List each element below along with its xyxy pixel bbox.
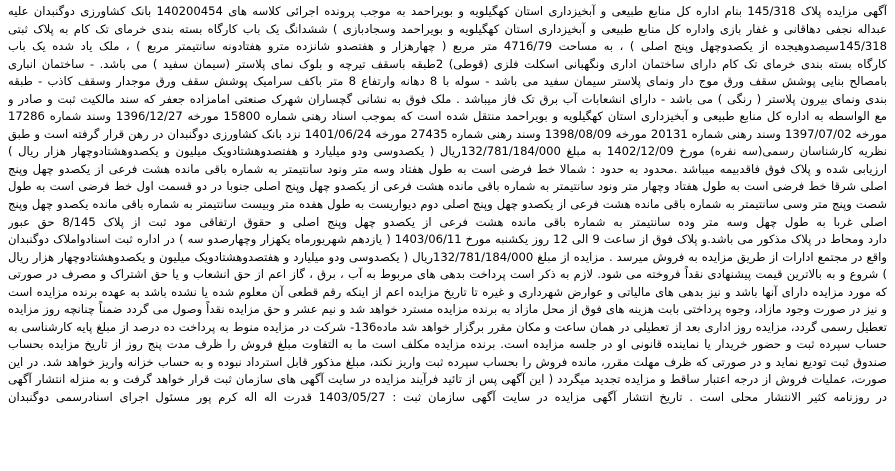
notice-text-line: دارد ومحاط در پلاک مذکور می باشد.و پلاک فوق از ساعت 9 الی 12 روز یکشنبه مورخ 1403/06/11 ( یازدهم شهریورماه یکهزار وچهارصدو سه ) در اداره ثبت اسنادواملاک دوگنبدان — [8, 232, 887, 247]
notice-text-line — [8, 407, 887, 425]
notice-text-line: بندی ونمای بیرون پلاستر ( رنگی ) می باشد - دارای انشعابات آب برق تک فاز میباشد . ملک فوق به نشانی گچساران شهرک صنعتی امامزاده جعفر که سند مالکیت ثبت و صادر و — [8, 91, 887, 106]
notice-text-line: 145/318سیصدوهیجده از یکصدوچهل وپنج اصلی ) ، به مساحت 4716/79 متر مربع ( چهارهزار و هفتصدو شانزده مترو هفتادونه سانتیمتر مربع ) ، ملک یاد شده یک باب — [8, 39, 887, 54]
notice-text-line: که مورد مزایده دارای آنها باشد و نیز بدهی های مالیاتی و عوارض شهرداری و غیره تا تاریخ مزایده اعم از اینکه رقم قطعی آن معلوم شده یا نشده باشد به عهده برنده مزایده است — [8, 284, 887, 299]
notice-text-line: کارگاه بسته بندی خرمای تک کام دارای ساختمان اداری ونگهبانی اسکلت فلزی (قوطی) 2طبقه باسقف تیرچه و بلوک نمای پلاستر (سیمان سفید ) می باشد. - ساختمان انباری — [8, 56, 887, 71]
notice-text-line: حساب سپرده ثبت و حضور خریدار یا نماینده قانونی او در جلسه مزایده است. برنده مزایده مکلف است ما به التفاوت مبلغ فروش را ظرف مدت پنج روز از تاریخ مزایده بحساب — [8, 337, 887, 352]
notice-text-line: صورت، عملیات فروش از درجه اعتبار ساقط و مزایده تجدید میگردد ( این آگهی پس از تائید فرآیند مزایده در سایت آگهی های سازمان ثبت قرار خواهد گرفت و به منزله انتشار آگهی — [8, 372, 887, 387]
notice-text-line: اصلی غربا به طول چهل وسه متر وده سانتیمتر به شماره باقی مانده هشت فرعی از یکصدو چهل وپنج اصلی و حقوق ارتفاقی مود ثبت از پلاک 8/145 حق عبور — [8, 214, 887, 229]
notice-text-line: در روزنامه کثیر الانتشار محلی است . تاریخ انتشار آگهی مزایده در سایت آگهی سازمان ثبت : 1403/05/27 قدرت اله اله کرم پور مسئول اجرای اسنادرسمی دوگنبدان — [8, 390, 887, 405]
notice-text-line: ) شروع و به بالاترین قیمت پیشنهادی نقداً فروخته می شود. لازم به ذکر است پرداخت بدهی های مربوط به آب ، برق ، گاز اعم از حق انشعاب و یا حق اشتراک و مصرف در صورتی — [8, 267, 887, 282]
notice-text-line: اصلی شرقا خط فرضی است به طول هفتاد وچهار متر ونود سانتیمتر به شماره باقی مانده هشت فرعی از یکصدو چهل وپنج اصلی جنوبا در دو قسمت اول خط فرضی است به طول — [8, 179, 887, 194]
notice-text-line: شصت وپنج متر وسی سانتیمتر به شماره باقی مانده هشت فرعی از یکصدو چهل وپنج اصلی دوم دیواریست به طول هفده متر وبیست سانتیمتر به شماره باقی مانده یکصدو چهل وپنج — [8, 197, 887, 212]
notice-text-line: آگهی مزایده پلاک 145/318 بنام اداره کل منابع طبیعی و آبخیزداری استان کهگیلویه و بویراحمد به موجب پرونده اجرائی کلاسه های 140200454 بانک کشاورزی دوگنبدان علیه — [8, 4, 887, 18]
notice-text-line: صندوق ثبت تودیع نماید و در صورتی که ظرف مهلت مقرر، مانده فروش را بحساب سپرده ثبت واریز نکند، مبلغ مذکور قابل استرداد نبوده و به حساب خزانه واریز خواهد شد. در این — [8, 354, 887, 369]
notice-text-line: نظریه کارشناسان رسمی(سه نفره) مورخ 1402/12/09 به مبلغ 132/781/184/000ریال ( یکصدوسی ودو میلیارد و هفتصدوهشتادویک میلیون و یکصدوهشتادوچهار هزار ریال ) — [8, 144, 887, 159]
notice-text-line: مورخه 1397/07/02 وسند رهنی شماره 20131 مورخه 1398/08/09 وسند رهنی شماره 27435 مورخه 1401/06/24 نزد بانک کشاورزی دوگنبدان در رهن قرار گرفته است و طبق — [8, 126, 887, 141]
notice-text-line: ارزیابی شده و پلاک فوق فاقدبیمه میباشد .محدود به حدود : شمالا خط فرضی است به طول هفتاد وسه متر ونود سانتیمتر به شماره باقی مانده هشت فرعی از یکصدو چهل وپنج — [8, 161, 887, 176]
notice-text-line: عبداله نجفی دهاقانی و غفار بازی واداره کل منابع طبیعی و آبخیزداری استان کهگیلویه و بویراحمد وسجادبازی ) ششدانگ یک باب کارگاه بسته بندی خرمای تک کام به پلاک ثبتی — [8, 21, 887, 36]
notice-text-line: واقع در مجتمع ادارات از طریق مزایده به فروش میرسد . مزایده از مبلغ 132/781/184/000ریال ( یکصدوسی ودو میلیارد و هفتصدوهشتادویک میلیون و یکصدوهشتادوچهار هزار ریال — [8, 249, 887, 264]
notice-text-line: تعطیل رسمی گردد، مزایده روز اداری بعد از تعطیلی در همان ساعت و مکان مقرر برگزار خواهد شد ماده136- شرکت در مزایده منوط به پرداخت ده درصد از مبلغ پایه کارشناسی به — [8, 319, 887, 334]
notice-text-line: و نیز در صورت وجود مازاد، وجوه پرداختی بابت هزینه های فوق از محل مازاد به برنده مزایده مسترد خواهد شد و نیم عشر و حق مزایده نقداً وصول می گردد ضمناً چنانچه روز مزایده — [8, 302, 887, 317]
notice-text-line: بامصالح بنایی پوشش سقف ورق موج دار ونمای پلاستر سیمان سفید می باشد - سوله با 8 دهانه وارتفاع 8 متر باکف سرامیک پوشش سقف ورق موجدار وسقف کاذب - طبقه — [8, 74, 887, 89]
notice-text-line: مع الواسطه به اداره کل منابع طبیعی و آبخیزداری استان کهگیلویه و بویراحمد منتقل شده است که بموجب اسناد رهنی شماره 15800 مورخه 1396/12/27 وسند شماره 17286 — [8, 109, 887, 124]
